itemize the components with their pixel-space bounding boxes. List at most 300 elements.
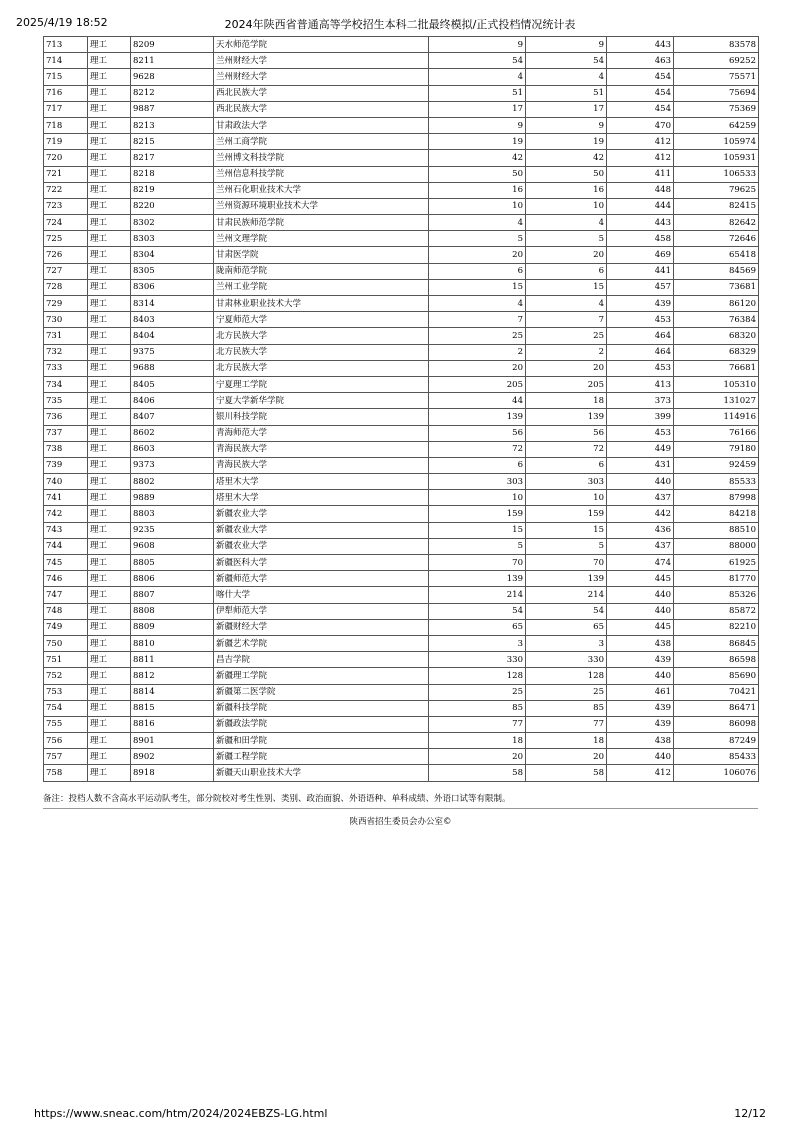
row-index-cell: 739 bbox=[44, 457, 88, 473]
min-rank-cell: 69252 bbox=[674, 53, 759, 69]
table-row bbox=[44, 506, 759, 522]
institution-name-cell: 西北民族大学 bbox=[214, 85, 429, 101]
row-index-cell: 717 bbox=[44, 101, 88, 117]
admitted-count-cell: 214 bbox=[526, 587, 607, 603]
institution-name-cell: 喀什大学 bbox=[214, 587, 429, 603]
institution-code-cell: 8810 bbox=[131, 635, 214, 651]
table-row bbox=[44, 457, 759, 473]
min-score-cell: 437 bbox=[607, 538, 674, 554]
min-rank-cell: 79625 bbox=[674, 182, 759, 198]
plan-count-cell: 18 bbox=[429, 733, 526, 749]
institution-name-cell: 新疆财经大学 bbox=[214, 619, 429, 635]
institution-code-cell: 8302 bbox=[131, 215, 214, 231]
row-index-cell: 716 bbox=[44, 85, 88, 101]
admitted-count-cell: 10 bbox=[526, 490, 607, 506]
admitted-count-cell: 7 bbox=[526, 312, 607, 328]
row-index-cell: 725 bbox=[44, 231, 88, 247]
subject-category-cell: 理工 bbox=[88, 393, 131, 409]
min-rank-cell: 75369 bbox=[674, 101, 759, 117]
table-row bbox=[44, 150, 759, 166]
subject-category-cell: 理工 bbox=[88, 522, 131, 538]
institution-code-cell: 9375 bbox=[131, 344, 214, 360]
institution-code-cell: 8217 bbox=[131, 150, 214, 166]
subject-category-cell: 理工 bbox=[88, 134, 131, 150]
subject-category-cell: 理工 bbox=[88, 490, 131, 506]
institution-name-cell: 新疆和田学院 bbox=[214, 733, 429, 749]
min-rank-cell: 105310 bbox=[674, 376, 759, 392]
min-rank-cell: 85433 bbox=[674, 749, 759, 765]
institution-code-cell: 8220 bbox=[131, 198, 214, 214]
min-score-cell: 463 bbox=[607, 53, 674, 69]
institution-code-cell: 8405 bbox=[131, 376, 214, 392]
subject-category-cell: 理工 bbox=[88, 247, 131, 263]
table-row bbox=[44, 53, 759, 69]
document-title: 2024年陕西省普通高等学校招生本科二批最终模拟/正式投档情况统计表 bbox=[224, 18, 576, 31]
min-score-cell: 470 bbox=[607, 117, 674, 133]
min-rank-cell: 85326 bbox=[674, 587, 759, 603]
institution-code-cell: 8802 bbox=[131, 474, 214, 490]
plan-count-cell: 7 bbox=[429, 312, 526, 328]
plan-count-cell: 9 bbox=[429, 37, 526, 53]
row-index-cell: 737 bbox=[44, 425, 88, 441]
min-score-cell: 448 bbox=[607, 182, 674, 198]
institution-code-cell: 8806 bbox=[131, 571, 214, 587]
institution-name-cell: 兰州文理学院 bbox=[214, 231, 429, 247]
min-score-cell: 413 bbox=[607, 376, 674, 392]
min-rank-cell: 106533 bbox=[674, 166, 759, 182]
admitted-count-cell: 5 bbox=[526, 538, 607, 554]
plan-count-cell: 17 bbox=[429, 101, 526, 117]
min-score-cell: 373 bbox=[607, 393, 674, 409]
row-index-cell: 718 bbox=[44, 117, 88, 133]
institution-name-cell: 兰州石化职业技术大学 bbox=[214, 182, 429, 198]
min-score-cell: 436 bbox=[607, 522, 674, 538]
table-row bbox=[44, 134, 759, 150]
table-row bbox=[44, 37, 759, 53]
table-row bbox=[44, 441, 759, 457]
admitted-count-cell: 330 bbox=[526, 652, 607, 668]
table-row bbox=[44, 344, 759, 360]
plan-count-cell: 54 bbox=[429, 603, 526, 619]
table-row bbox=[44, 716, 759, 732]
admitted-count-cell: 17 bbox=[526, 101, 607, 117]
min-rank-cell: 79180 bbox=[674, 441, 759, 457]
min-score-cell: 445 bbox=[607, 571, 674, 587]
plan-count-cell: 20 bbox=[429, 247, 526, 263]
row-index-cell: 720 bbox=[44, 150, 88, 166]
row-index-cell: 738 bbox=[44, 441, 88, 457]
admitted-count-cell: 20 bbox=[526, 360, 607, 376]
table-row bbox=[44, 85, 759, 101]
subject-category-cell: 理工 bbox=[88, 150, 131, 166]
table-row bbox=[44, 247, 759, 263]
row-index-cell: 754 bbox=[44, 700, 88, 716]
table-row bbox=[44, 668, 759, 684]
institution-code-cell: 9608 bbox=[131, 538, 214, 554]
subject-category-cell: 理工 bbox=[88, 474, 131, 490]
row-index-cell: 743 bbox=[44, 522, 88, 538]
plan-count-cell: 85 bbox=[429, 700, 526, 716]
institution-name-cell: 北方民族大学 bbox=[214, 344, 429, 360]
subject-category-cell: 理工 bbox=[88, 538, 131, 554]
min-rank-cell: 114916 bbox=[674, 409, 759, 425]
table-row bbox=[44, 700, 759, 716]
institution-code-cell: 8305 bbox=[131, 263, 214, 279]
min-rank-cell: 84218 bbox=[674, 506, 759, 522]
institution-name-cell: 银川科技学院 bbox=[214, 409, 429, 425]
min-rank-cell: 87249 bbox=[674, 733, 759, 749]
min-rank-cell: 64259 bbox=[674, 117, 759, 133]
row-index-cell: 722 bbox=[44, 182, 88, 198]
subject-category-cell: 理工 bbox=[88, 328, 131, 344]
row-index-cell: 755 bbox=[44, 716, 88, 732]
min-rank-cell: 82210 bbox=[674, 619, 759, 635]
institution-code-cell: 8209 bbox=[131, 37, 214, 53]
institution-name-cell: 兰州信息科技学院 bbox=[214, 166, 429, 182]
min-rank-cell: 86471 bbox=[674, 700, 759, 716]
institution-code-cell: 8816 bbox=[131, 716, 214, 732]
subject-category-cell: 理工 bbox=[88, 344, 131, 360]
table-row bbox=[44, 474, 759, 490]
subject-category-cell: 理工 bbox=[88, 716, 131, 732]
subject-category-cell: 理工 bbox=[88, 231, 131, 247]
min-score-cell: 453 bbox=[607, 425, 674, 441]
institution-name-cell: 伊犁师范大学 bbox=[214, 603, 429, 619]
row-index-cell: 753 bbox=[44, 684, 88, 700]
subject-category-cell: 理工 bbox=[88, 117, 131, 133]
institution-code-cell: 8212 bbox=[131, 85, 214, 101]
subject-category-cell: 理工 bbox=[88, 733, 131, 749]
row-index-cell: 728 bbox=[44, 279, 88, 295]
subject-category-cell: 理工 bbox=[88, 425, 131, 441]
institution-name-cell: 新疆理工学院 bbox=[214, 668, 429, 684]
institution-name-cell: 西北民族大学 bbox=[214, 101, 429, 117]
table-row bbox=[44, 312, 759, 328]
min-score-cell: 444 bbox=[607, 198, 674, 214]
page-number: 12/12 bbox=[734, 1107, 766, 1120]
row-index-cell: 741 bbox=[44, 490, 88, 506]
institution-name-cell: 兰州资源环境职业技术大学 bbox=[214, 198, 429, 214]
subject-category-cell: 理工 bbox=[88, 263, 131, 279]
institution-name-cell: 宁夏师范大学 bbox=[214, 312, 429, 328]
row-index-cell: 721 bbox=[44, 166, 88, 182]
min-rank-cell: 87998 bbox=[674, 490, 759, 506]
min-rank-cell: 85690 bbox=[674, 668, 759, 684]
institution-name-cell: 甘肃民族师范学院 bbox=[214, 215, 429, 231]
institution-name-cell: 新疆农业大学 bbox=[214, 522, 429, 538]
plan-count-cell: 50 bbox=[429, 166, 526, 182]
min-score-cell: 412 bbox=[607, 150, 674, 166]
table-row bbox=[44, 490, 759, 506]
row-index-cell: 746 bbox=[44, 571, 88, 587]
table-row bbox=[44, 733, 759, 749]
subject-category-cell: 理工 bbox=[88, 668, 131, 684]
min-score-cell: 454 bbox=[607, 85, 674, 101]
institution-code-cell: 8215 bbox=[131, 134, 214, 150]
admitted-count-cell: 54 bbox=[526, 53, 607, 69]
admitted-count-cell: 303 bbox=[526, 474, 607, 490]
admitted-count-cell: 77 bbox=[526, 716, 607, 732]
institution-code-cell: 8809 bbox=[131, 619, 214, 635]
min-rank-cell: 92459 bbox=[674, 457, 759, 473]
admitted-count-cell: 70 bbox=[526, 555, 607, 571]
table-row bbox=[44, 425, 759, 441]
plan-count-cell: 4 bbox=[429, 296, 526, 312]
plan-count-cell: 70 bbox=[429, 555, 526, 571]
plan-count-cell: 42 bbox=[429, 150, 526, 166]
institution-name-cell: 新疆工程学院 bbox=[214, 749, 429, 765]
admitted-count-cell: 15 bbox=[526, 522, 607, 538]
admitted-count-cell: 6 bbox=[526, 263, 607, 279]
institution-name-cell: 青海师范大学 bbox=[214, 425, 429, 441]
plan-count-cell: 54 bbox=[429, 53, 526, 69]
institution-name-cell: 青海民族大学 bbox=[214, 457, 429, 473]
table-row bbox=[44, 198, 759, 214]
table-row bbox=[44, 360, 759, 376]
min-score-cell: 453 bbox=[607, 312, 674, 328]
institution-name-cell: 新疆医科大学 bbox=[214, 555, 429, 571]
institution-code-cell: 8219 bbox=[131, 182, 214, 198]
admission-table bbox=[43, 36, 759, 782]
table-row bbox=[44, 765, 759, 781]
institution-code-cell: 9889 bbox=[131, 490, 214, 506]
row-index-cell: 748 bbox=[44, 603, 88, 619]
row-index-cell: 744 bbox=[44, 538, 88, 554]
min-rank-cell: 85872 bbox=[674, 603, 759, 619]
plan-count-cell: 4 bbox=[429, 215, 526, 231]
table-row bbox=[44, 69, 759, 85]
table-row bbox=[44, 571, 759, 587]
institution-name-cell: 新疆师范大学 bbox=[214, 571, 429, 587]
min-rank-cell: 131027 bbox=[674, 393, 759, 409]
subject-category-cell: 理工 bbox=[88, 506, 131, 522]
row-index-cell: 757 bbox=[44, 749, 88, 765]
institution-code-cell: 9373 bbox=[131, 457, 214, 473]
plan-count-cell: 214 bbox=[429, 587, 526, 603]
admitted-count-cell: 4 bbox=[526, 215, 607, 231]
admitted-count-cell: 54 bbox=[526, 603, 607, 619]
row-index-cell: 745 bbox=[44, 555, 88, 571]
min-rank-cell: 73681 bbox=[674, 279, 759, 295]
institution-code-cell: 8602 bbox=[131, 425, 214, 441]
min-score-cell: 437 bbox=[607, 490, 674, 506]
row-index-cell: 726 bbox=[44, 247, 88, 263]
institution-name-cell: 甘肃医学院 bbox=[214, 247, 429, 263]
table-row bbox=[44, 749, 759, 765]
print-footer bbox=[34, 1107, 766, 1121]
admitted-count-cell: 85 bbox=[526, 700, 607, 716]
min-score-cell: 440 bbox=[607, 587, 674, 603]
min-rank-cell: 68320 bbox=[674, 328, 759, 344]
subject-category-cell: 理工 bbox=[88, 635, 131, 651]
min-score-cell: 449 bbox=[607, 441, 674, 457]
plan-count-cell: 65 bbox=[429, 619, 526, 635]
institution-name-cell: 兰州财经大学 bbox=[214, 53, 429, 69]
table-row bbox=[44, 182, 759, 198]
subject-category-cell: 理工 bbox=[88, 69, 131, 85]
institution-code-cell: 9688 bbox=[131, 360, 214, 376]
row-index-cell: 747 bbox=[44, 587, 88, 603]
institution-code-cell: 8218 bbox=[131, 166, 214, 182]
institution-code-cell: 8901 bbox=[131, 733, 214, 749]
row-index-cell: 730 bbox=[44, 312, 88, 328]
institution-name-cell: 宁夏理工学院 bbox=[214, 376, 429, 392]
institution-name-cell: 昌吉学院 bbox=[214, 652, 429, 668]
subject-category-cell: 理工 bbox=[88, 166, 131, 182]
admitted-count-cell: 20 bbox=[526, 247, 607, 263]
plan-count-cell: 20 bbox=[429, 749, 526, 765]
plan-count-cell: 6 bbox=[429, 457, 526, 473]
issuing-office: 陕西省招生委员会办公室© bbox=[349, 817, 452, 827]
row-index-cell: 724 bbox=[44, 215, 88, 231]
institution-code-cell: 8805 bbox=[131, 555, 214, 571]
admitted-count-cell: 18 bbox=[526, 393, 607, 409]
min-score-cell: 412 bbox=[607, 765, 674, 781]
min-rank-cell: 81770 bbox=[674, 571, 759, 587]
table-row bbox=[44, 166, 759, 182]
admitted-count-cell: 3 bbox=[526, 635, 607, 651]
min-score-cell: 461 bbox=[607, 684, 674, 700]
min-rank-cell: 86598 bbox=[674, 652, 759, 668]
admitted-count-cell: 10 bbox=[526, 198, 607, 214]
min-score-cell: 443 bbox=[607, 215, 674, 231]
plan-count-cell: 20 bbox=[429, 360, 526, 376]
admitted-count-cell: 25 bbox=[526, 684, 607, 700]
subject-category-cell: 理工 bbox=[88, 101, 131, 117]
plan-count-cell: 128 bbox=[429, 668, 526, 684]
plan-count-cell: 4 bbox=[429, 69, 526, 85]
table-row bbox=[44, 215, 759, 231]
table-row bbox=[44, 328, 759, 344]
plan-count-cell: 159 bbox=[429, 506, 526, 522]
min-rank-cell: 85533 bbox=[674, 474, 759, 490]
min-rank-cell: 76681 bbox=[674, 360, 759, 376]
institution-code-cell: 8811 bbox=[131, 652, 214, 668]
admitted-count-cell: 139 bbox=[526, 571, 607, 587]
min-rank-cell: 105974 bbox=[674, 134, 759, 150]
min-rank-cell: 88510 bbox=[674, 522, 759, 538]
institution-name-cell: 兰州财经大学 bbox=[214, 69, 429, 85]
institution-name-cell: 新疆政法学院 bbox=[214, 716, 429, 732]
plan-count-cell: 25 bbox=[429, 328, 526, 344]
min-rank-cell: 72646 bbox=[674, 231, 759, 247]
admitted-count-cell: 58 bbox=[526, 765, 607, 781]
institution-code-cell: 8314 bbox=[131, 296, 214, 312]
row-index-cell: 723 bbox=[44, 198, 88, 214]
admitted-count-cell: 9 bbox=[526, 117, 607, 133]
table-row bbox=[44, 393, 759, 409]
subject-category-cell: 理工 bbox=[88, 457, 131, 473]
subject-category-cell: 理工 bbox=[88, 409, 131, 425]
admitted-count-cell: 15 bbox=[526, 279, 607, 295]
table-row bbox=[44, 538, 759, 554]
subject-category-cell: 理工 bbox=[88, 619, 131, 635]
institution-code-cell: 8803 bbox=[131, 506, 214, 522]
admitted-count-cell: 50 bbox=[526, 166, 607, 182]
institution-code-cell: 8814 bbox=[131, 684, 214, 700]
min-score-cell: 458 bbox=[607, 231, 674, 247]
admitted-count-cell: 19 bbox=[526, 134, 607, 150]
min-score-cell: 454 bbox=[607, 69, 674, 85]
subject-category-cell: 理工 bbox=[88, 587, 131, 603]
admitted-count-cell: 72 bbox=[526, 441, 607, 457]
admitted-count-cell: 205 bbox=[526, 376, 607, 392]
institution-name-cell: 兰州博文科技学院 bbox=[214, 150, 429, 166]
plan-count-cell: 2 bbox=[429, 344, 526, 360]
plan-count-cell: 44 bbox=[429, 393, 526, 409]
admitted-count-cell: 4 bbox=[526, 296, 607, 312]
row-index-cell: 751 bbox=[44, 652, 88, 668]
min-score-cell: 439 bbox=[607, 716, 674, 732]
min-score-cell: 443 bbox=[607, 37, 674, 53]
plan-count-cell: 15 bbox=[429, 279, 526, 295]
institution-code-cell: 8812 bbox=[131, 668, 214, 684]
row-index-cell: 733 bbox=[44, 360, 88, 376]
admitted-count-cell: 20 bbox=[526, 749, 607, 765]
table-row bbox=[44, 296, 759, 312]
plan-count-cell: 19 bbox=[429, 134, 526, 150]
plan-count-cell: 330 bbox=[429, 652, 526, 668]
min-rank-cell: 65418 bbox=[674, 247, 759, 263]
table-row bbox=[44, 117, 759, 133]
admitted-count-cell: 16 bbox=[526, 182, 607, 198]
row-index-cell: 736 bbox=[44, 409, 88, 425]
admitted-count-cell: 4 bbox=[526, 69, 607, 85]
min-rank-cell: 84569 bbox=[674, 263, 759, 279]
min-rank-cell: 83578 bbox=[674, 37, 759, 53]
min-rank-cell: 75694 bbox=[674, 85, 759, 101]
plan-count-cell: 15 bbox=[429, 522, 526, 538]
subject-category-cell: 理工 bbox=[88, 652, 131, 668]
plan-count-cell: 58 bbox=[429, 765, 526, 781]
min-score-cell: 431 bbox=[607, 457, 674, 473]
institution-name-cell: 宁夏大学新华学院 bbox=[214, 393, 429, 409]
min-rank-cell: 76384 bbox=[674, 312, 759, 328]
institution-code-cell: 8406 bbox=[131, 393, 214, 409]
institution-code-cell: 8902 bbox=[131, 749, 214, 765]
min-score-cell: 464 bbox=[607, 328, 674, 344]
institution-name-cell: 甘肃林业职业技术大学 bbox=[214, 296, 429, 312]
institution-name-cell: 兰州工业学院 bbox=[214, 279, 429, 295]
table-body bbox=[44, 37, 759, 782]
subject-category-cell: 理工 bbox=[88, 684, 131, 700]
min-score-cell: 412 bbox=[607, 134, 674, 150]
min-score-cell: 464 bbox=[607, 344, 674, 360]
table-row bbox=[44, 279, 759, 295]
row-index-cell: 758 bbox=[44, 765, 88, 781]
table-row bbox=[44, 409, 759, 425]
min-score-cell: 411 bbox=[607, 166, 674, 182]
plan-count-cell: 51 bbox=[429, 85, 526, 101]
institution-code-cell: 8808 bbox=[131, 603, 214, 619]
row-index-cell: 732 bbox=[44, 344, 88, 360]
min-score-cell: 457 bbox=[607, 279, 674, 295]
institution-name-cell: 北方民族大学 bbox=[214, 328, 429, 344]
min-rank-cell: 105931 bbox=[674, 150, 759, 166]
plan-count-cell: 205 bbox=[429, 376, 526, 392]
institution-name-cell: 新疆科技学院 bbox=[214, 700, 429, 716]
institution-code-cell: 8306 bbox=[131, 279, 214, 295]
admitted-count-cell: 56 bbox=[526, 425, 607, 441]
institution-code-cell: 8603 bbox=[131, 441, 214, 457]
subject-category-cell: 理工 bbox=[88, 360, 131, 376]
institution-code-cell: 8304 bbox=[131, 247, 214, 263]
print-timestamp: 2025/4/19 18:52 bbox=[16, 16, 108, 29]
plan-count-cell: 77 bbox=[429, 716, 526, 732]
admitted-count-cell: 159 bbox=[526, 506, 607, 522]
subject-category-cell: 理工 bbox=[88, 765, 131, 781]
institution-code-cell: 8407 bbox=[131, 409, 214, 425]
